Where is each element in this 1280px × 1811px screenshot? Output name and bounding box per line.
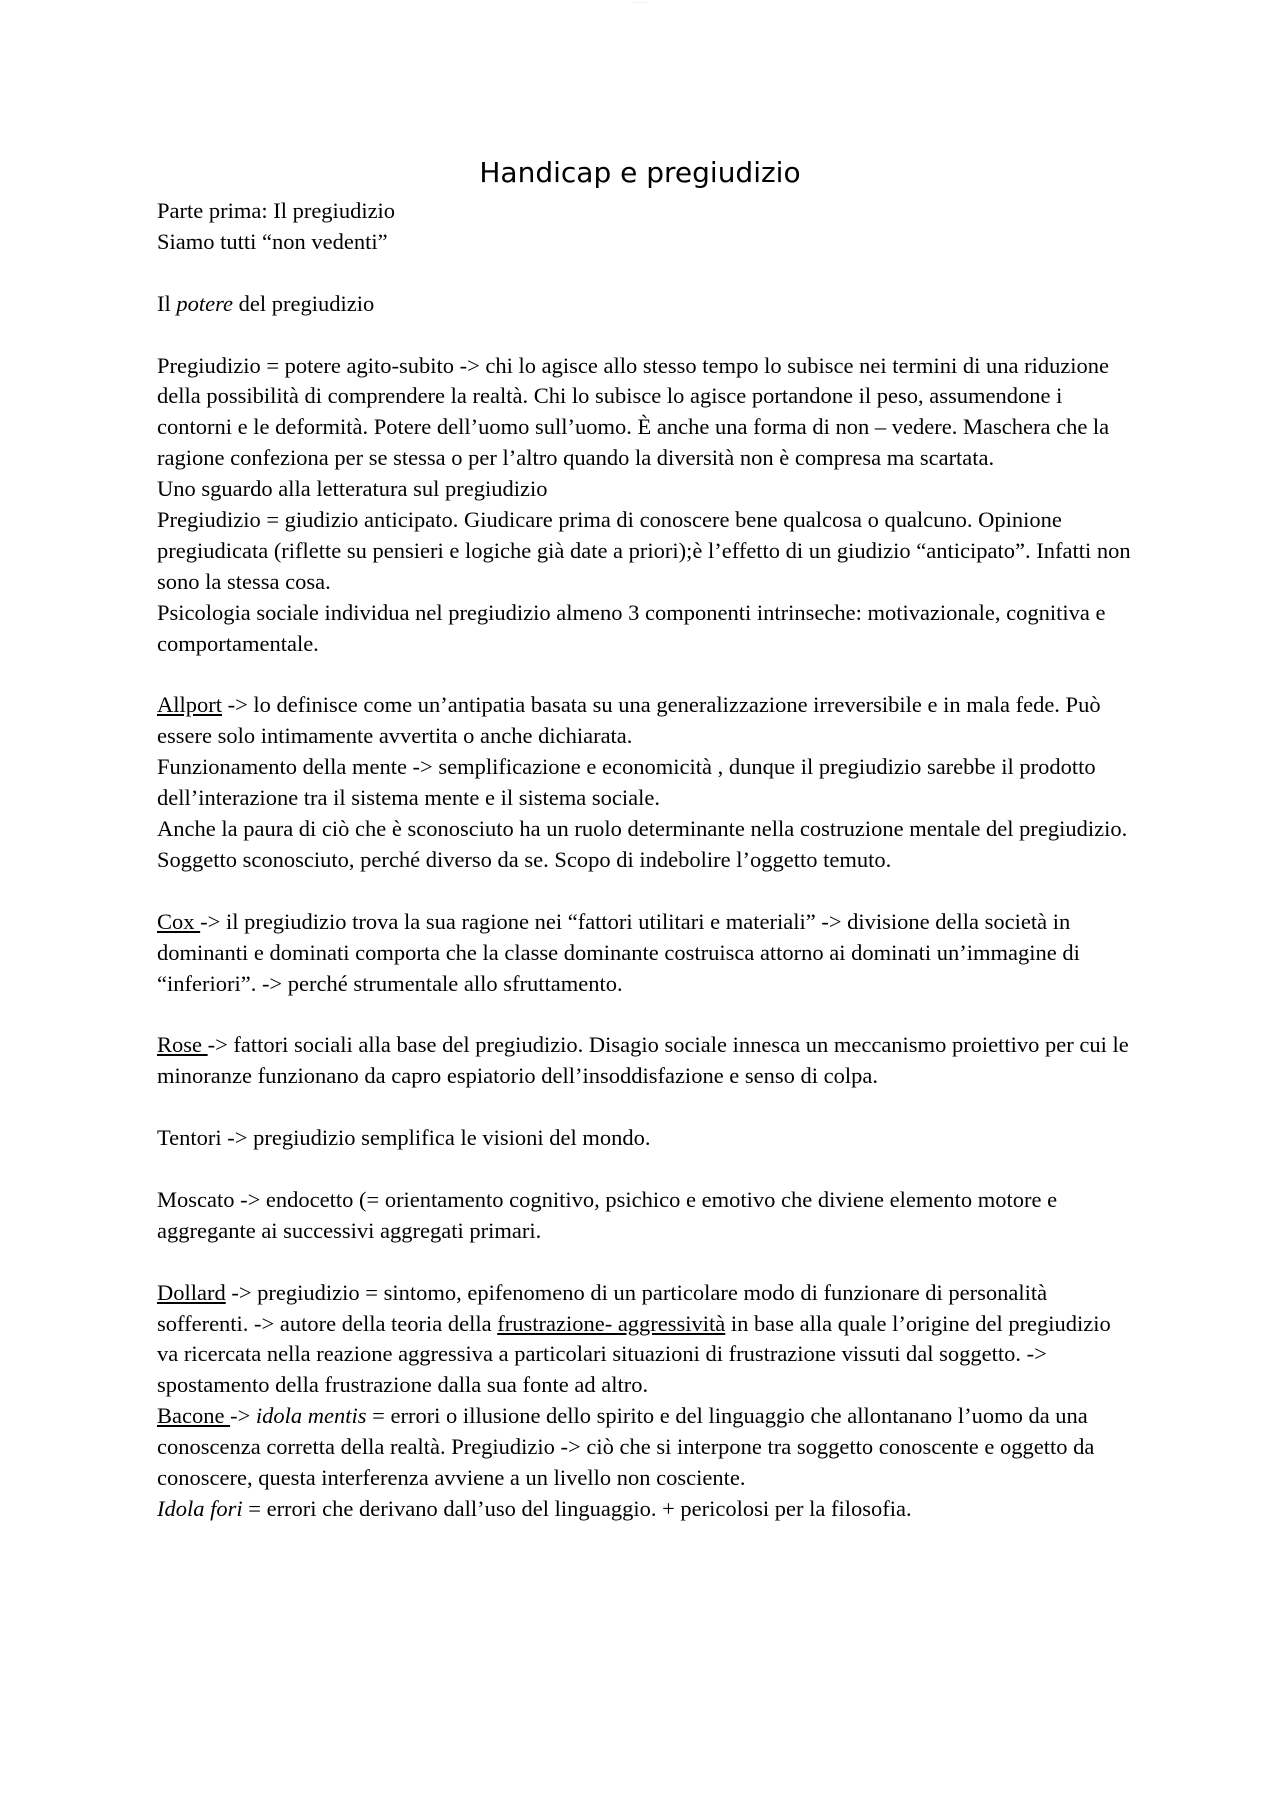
page-title: Handicap e pregiudizio xyxy=(479,156,801,189)
allport-text: -> lo definisce come un’antipatia basata su una generalizzazione irreversibile e in mala fede. Può essere solo intimamente avvertita o anche dichiarata. xyxy=(157,692,1101,749)
spacer xyxy=(157,660,1137,691)
author-allport: Allport xyxy=(157,692,222,718)
spacer xyxy=(157,1092,1137,1123)
bacone-arrow: -> xyxy=(230,1403,256,1429)
spacer xyxy=(157,320,1137,351)
spacer xyxy=(157,1154,1137,1185)
idola-fori-term: Idola fori xyxy=(157,1495,243,1521)
idola-fori-text: = errori che derivano dall’uso del linguaggio. + pericolosi per la filosofia. xyxy=(242,1495,912,1521)
section-heading-emphasis: potere xyxy=(176,290,234,316)
author-dollard: Dollard xyxy=(157,1279,226,1305)
author-rose: Rose xyxy=(157,1032,208,1058)
paragraph-tentori: Tentori -> pregiudizio semplifica le visioni del mondo. xyxy=(157,1125,651,1151)
spacer xyxy=(157,1247,1137,1278)
paragraph-letteratura-heading: Uno sguardo alla letteratura sul pregiudizio xyxy=(157,476,548,502)
section-heading xyxy=(157,289,1137,320)
header-mark: · · · · · · · xyxy=(631,0,649,5)
paragraph-idola-fori xyxy=(157,1494,1137,1525)
author-cox: Cox xyxy=(157,908,201,934)
idola-mentis-term: idola mentis xyxy=(255,1403,367,1429)
paragraph-moscato: Moscato -> endocetto (= orientamento cognitivo, psichico e emotivo che diviene elemento motore e aggregante ai successivi aggregati primari. xyxy=(157,1186,1058,1243)
document-body xyxy=(157,196,1137,1525)
spacer xyxy=(157,258,1137,289)
dollard-text-a: -> pregiudizio = sintomo, epifenomeno di un particolare modo di funzionare di personalità sofferenti. -> autore della teoria della xyxy=(157,1279,1048,1336)
theory-frustrazione-aggressivita: frustrazione- aggressività xyxy=(497,1310,726,1336)
section-heading-pre: Il xyxy=(157,290,177,316)
section-heading-post: del pregiudizio xyxy=(233,290,375,316)
paragraph-psicologia-sociale: Psicologia sociale individua nel pregiudizio almeno 3 componenti intrinseche: motivazionale, cognitiva e comportamentale. xyxy=(157,599,1106,656)
cox-text: -> il pregiudizio trova la sua ragione nei “fattori utilitari e materiali” -> divisione della società in dominanti e dominati comporta che la classe dominante costruisca attorno ai dominati un’immagine di “inferiori”. -> perché strumentale allo sfruttamento. xyxy=(157,908,1080,996)
paragraph-bacone xyxy=(157,1401,1137,1494)
author-bacone: Bacone xyxy=(157,1403,231,1429)
paragraph-allport xyxy=(157,690,1137,752)
paragraph-paura: Anche la paura di ciò che è sconosciuto ha un ruolo determinante nella costruzione mentale del pregiudizio. Soggetto sconosciuto, perché diverso da se. Scopo di indebolire l’oggetto temuto. xyxy=(157,816,1128,872)
paragraph-funzionamento-mente: Funzionamento della mente -> semplificazione e economicità , dunque il pregiudizio sarebbe il prodotto dell’interazione tra il sistema mente e il sistema sociale. xyxy=(157,754,1096,811)
paragraph-cox xyxy=(157,907,1137,1000)
paragraph-potere: Pregiudizio = potere agito-subito -> chi lo agisce allo stesso tempo lo subisce nei termini di una riduzione della possibilità di comprendere la realtà. Chi lo subisce lo agisce portandone il peso, assumendone i contorni e le deformità. Potere dell’uomo sull’uomo. È anche una forma di non – vedere. Maschera che la ragione confeziona per se stessa o per l’altro quando la diversità non è compresa ma scartata. xyxy=(157,352,1110,471)
paragraph-dollard xyxy=(157,1278,1137,1402)
dollard-text-b: in base alla quale l’origine del pregiudizio va ricercata nella reazione aggressiva a particolari situazioni di frustrazione vissuti dal soggetto. -> spostamento della frustrazione dalla sua fonte ad altro. xyxy=(157,1310,1111,1398)
spacer xyxy=(157,876,1137,907)
rose-text: -> fattori sociali alla base del pregiudizio. Disagio sociale innesca un meccanismo proiettivo per cui le minoranze funzionano da capro espiatorio dell’insoddisfazione e senso di colpa. xyxy=(157,1032,1129,1089)
bacone-text: = errori o illusione dello spirito e del linguaggio che allontanano l’uomo da una conoscenza corretta della realtà. Pregiudizio -> ciò che si interpone tra soggetto conoscente e oggetto da conoscere, questa interferenza avviene a un livello non cosciente. xyxy=(157,1403,1095,1491)
subtitle-part-one: Parte prima: Il pregiudizio xyxy=(157,198,396,223)
spacer xyxy=(157,1000,1137,1031)
subtitle-non-vedenti: Siamo tutti “non vedenti” xyxy=(157,228,388,254)
paragraph-rose xyxy=(157,1030,1137,1092)
paragraph-giudizio-anticipato: Pregiudizio = giudizio anticipato. Giudicare prima di conoscere bene qualcosa o qualcuno. Opinione pregiudicata (riflette su pensieri e logiche già date a priori);è l’effetto di un giudizio “anticipato”. Infatti non sono la stessa cosa. xyxy=(157,507,1131,594)
